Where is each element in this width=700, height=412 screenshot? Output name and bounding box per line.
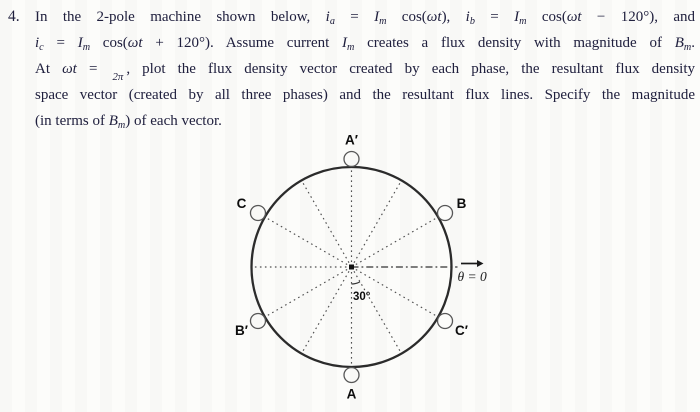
problem-line-5: (in terms of Bm) of each vector. bbox=[35, 113, 222, 131]
problem-line-1: In the 2-pole machine shown below, ia = Im cos(ωt), ib = Im cos(ωt − 120°), and bbox=[35, 9, 695, 27]
radial-dotted-line bbox=[266, 267, 352, 317]
stator-slot bbox=[438, 314, 453, 329]
theta-axis-label: θ = 0 bbox=[457, 269, 487, 284]
stator-slot bbox=[438, 206, 453, 221]
angle-arc bbox=[352, 282, 361, 284]
radial-dotted-line bbox=[266, 218, 352, 268]
slot-label: A bbox=[346, 386, 357, 402]
stator-slot bbox=[344, 368, 359, 383]
problem-number: 4. bbox=[8, 8, 20, 25]
fraction: 2π bbox=[111, 72, 126, 82]
stator-slot bbox=[344, 152, 359, 167]
slot-label: B′ bbox=[235, 323, 249, 338]
radial-dotted-line bbox=[352, 267, 402, 353]
slot-label: A′ bbox=[345, 132, 358, 148]
radial-dotted-line bbox=[302, 181, 352, 267]
theta-arrowhead bbox=[477, 260, 484, 267]
stator-slot bbox=[250, 314, 265, 329]
slot-label: C bbox=[236, 196, 247, 211]
slot-label: B bbox=[456, 196, 467, 211]
problem-line-2: ic = Im cos(ωt + 120°). Assume current Im creates a flux density with magnitude of Bm. bbox=[35, 35, 695, 53]
radial-dotted-line bbox=[352, 181, 402, 267]
radial-dotted-line bbox=[302, 267, 352, 353]
stator-slot bbox=[250, 206, 265, 221]
center-dot bbox=[349, 265, 354, 270]
slot-label: C′ bbox=[454, 323, 468, 338]
radial-dotted-line bbox=[352, 218, 438, 268]
problem-line-3: At ωt = 2π , plot the flux density vector created by each phase, the resultant flux density bbox=[35, 56, 695, 82]
problem-line-4: space vector (created by all three phases) and the resultant flux lines. Specify the magnitude bbox=[35, 87, 695, 103]
angle-label: 30° bbox=[353, 291, 371, 303]
